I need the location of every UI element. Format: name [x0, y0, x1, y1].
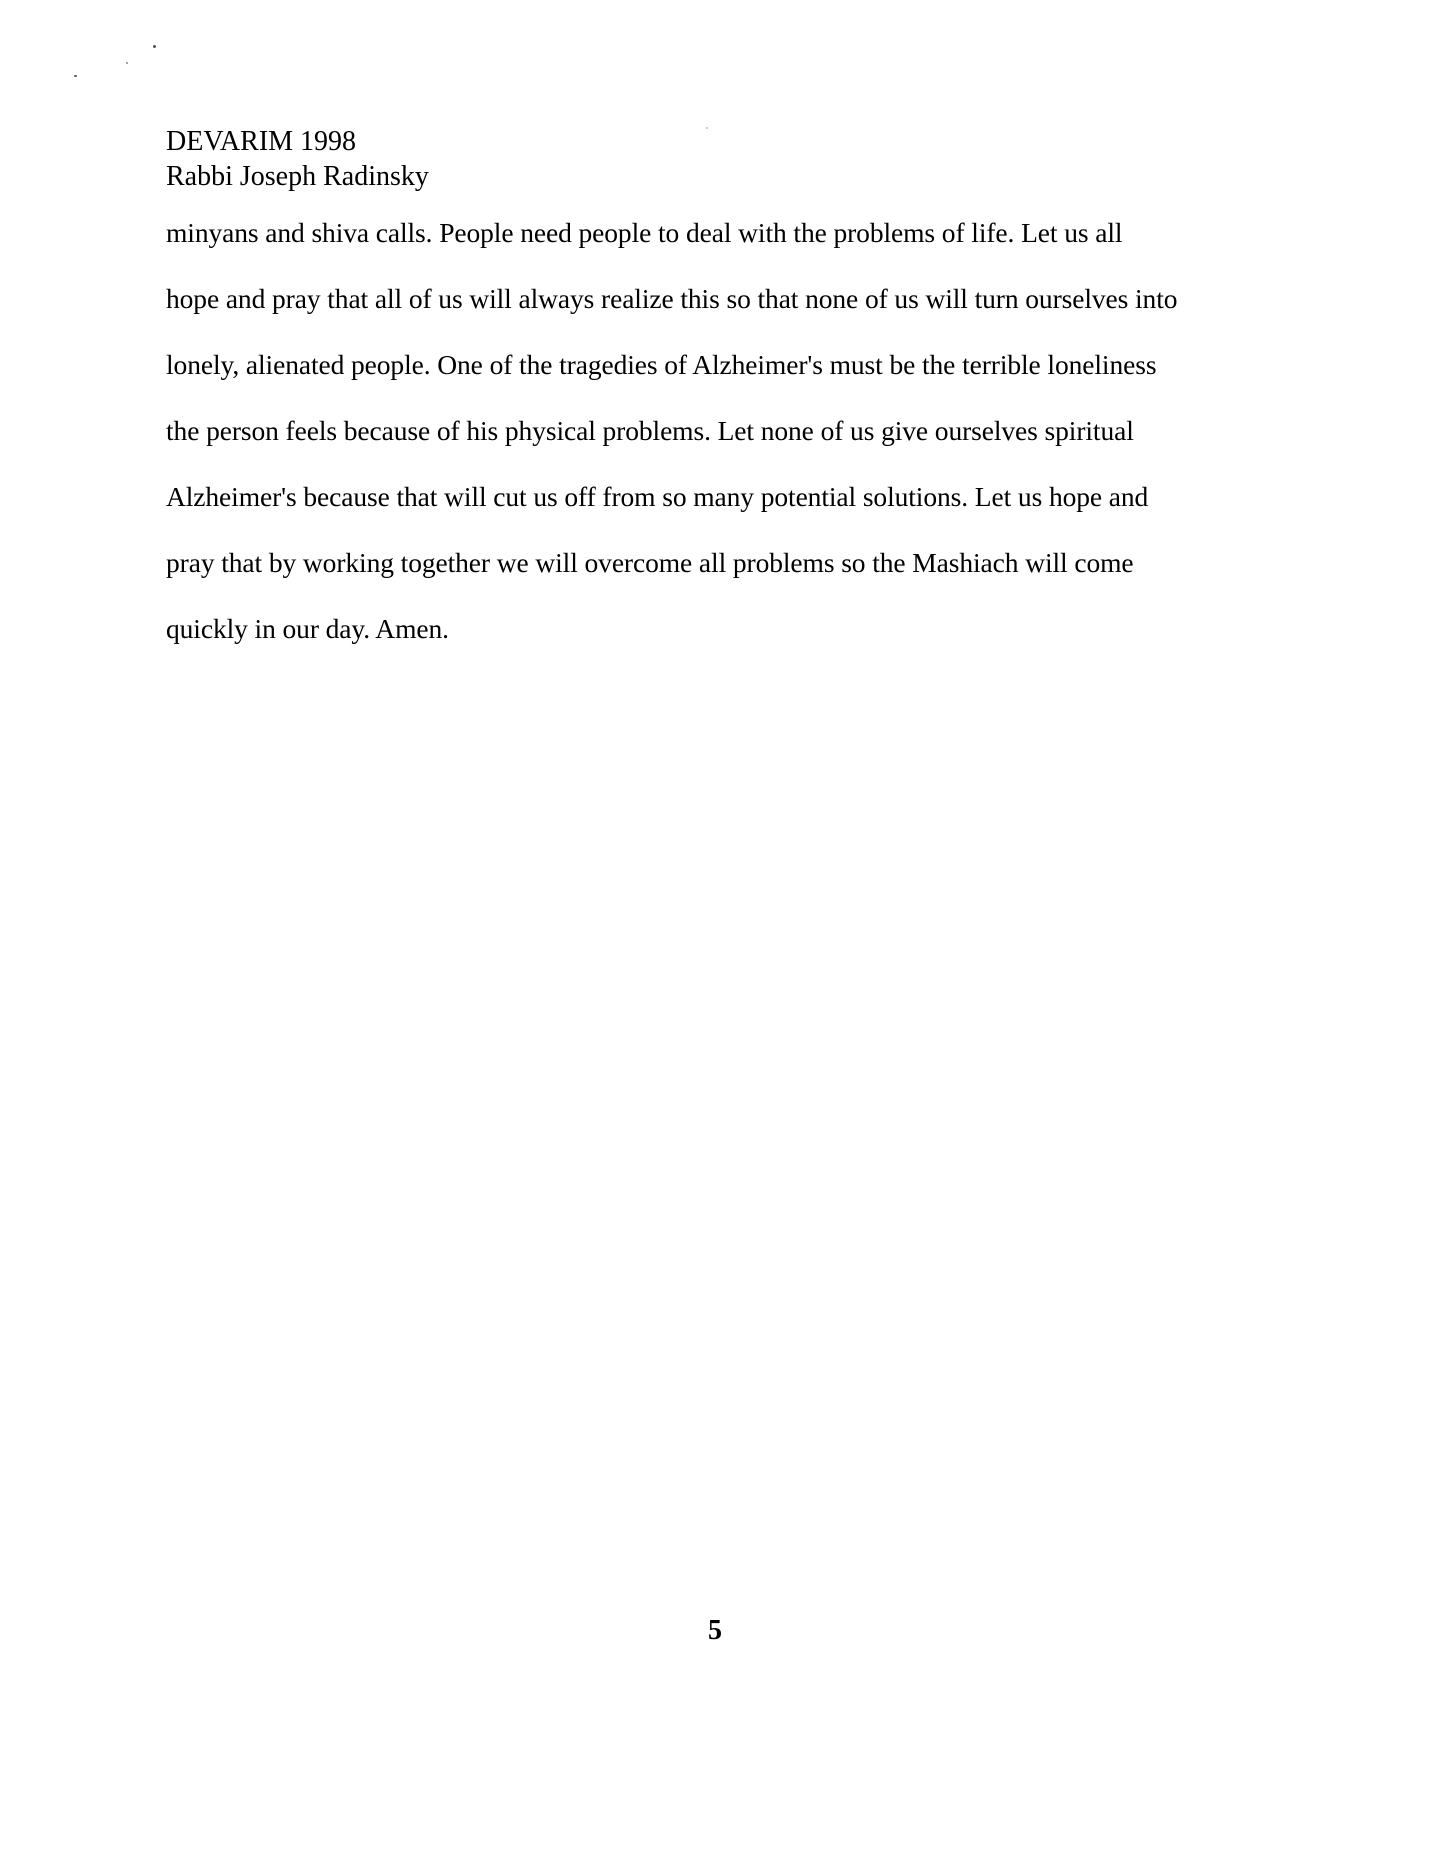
- text-line: lonely, alienated people. One of the tragedies of Alzheimer's must be the terrible loneliness: [166, 349, 1157, 380]
- text-line: Alzheimer's because that will cut us off from so many potential solutions. Let us hope and: [166, 481, 1149, 512]
- scan-speck: [706, 127, 708, 129]
- text-line: quickly in our day. Amen.: [166, 613, 449, 644]
- scan-speck: [153, 45, 156, 48]
- scan-speck: [74, 75, 77, 77]
- text-line: hope and pray that all of us will always realize this so that none of us will turn ourselves into: [166, 283, 1178, 314]
- body-text: [166, 216, 1286, 678]
- text-line: minyans and shiva calls. People need people to deal with the problems of life. Let us all: [166, 217, 1123, 248]
- scan-speck: [126, 62, 128, 64]
- text-line: the person feels because of his physical problems. Let none of us give ourselves spiritual: [166, 415, 1134, 446]
- document-author: Rabbi Joseph Radinsky: [166, 161, 429, 192]
- document-header: [166, 124, 429, 194]
- text-line: pray that by working together we will overcome all problems so the Mashiach will come: [166, 547, 1134, 578]
- document-title: DEVARIM 1998: [166, 126, 357, 157]
- page-number: 5: [708, 1615, 722, 1646]
